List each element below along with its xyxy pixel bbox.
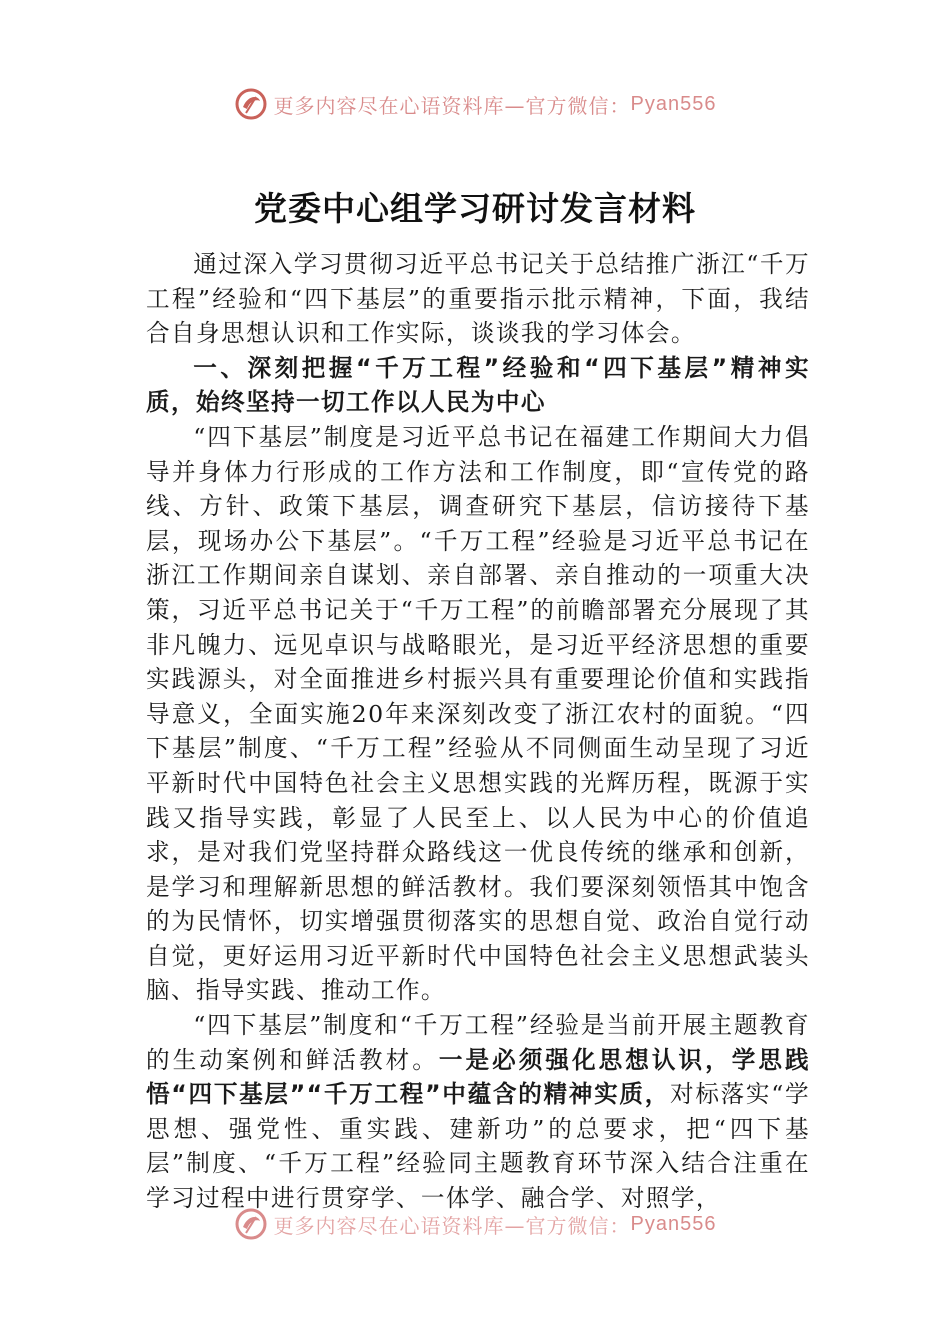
body-paragraph: “四下基层”制度是习近平总书记在福建工作期间大力倡导并身体力行形成的工作方法和工作制度，即“宣传党的路线、方针、政策下基层，调查研究下基层，信访接待下基层，现场办公下基层”。“千万工程”经验是习近平总书记在浙江工作期间亲自谋划、亲自部署、亲自推动的一项重大决策，习近平总书记关于“千万工程”的前瞻部署充分展现了其非凡魄力、远见卓识与战略眼光，是习近平经济思想的重要实践源头，对全面推进乡村振兴具有重要理论价值和实践指导意义，全面实施20年来深刻改变了浙江农村的面貌。“四下基层”制度、“千万工程”经验从不同侧面生动呈现了习近平新时代中国特色社会主义思想实践的光辉历程，既源于实践又指导实践，彰显了人民至上、以人民为中心的价值追求，是对我们党坚持群众路线这一优良传统的继承和创新，是学习和理解新思想的鲜活教材。我们要深刻领悟其中饱含的为民情怀，切实增强贯彻落实的思想自觉、政治自觉行动自觉，更好运用习近平新时代中国特色社会主义思想武装头脑、指导实践、推动工作。 [146, 422, 810, 1005]
logo-icon [234, 87, 268, 121]
watermark-text: 更多内容尽在心语资料库—官方微信： [273, 93, 631, 118]
watermark-wechat-id: Pyan556 [630, 1212, 717, 1235]
logo-icon [234, 1207, 268, 1241]
bold-emphasis: 一是必须强化思想认识，学思践悟“四下基层”“千万工程”中蕴含的精神实质， [146, 1045, 810, 1109]
watermark-footer [0, 1204, 950, 1244]
document-title: 党委中心组学习研讨发言材料 [254, 189, 696, 228]
intro-paragraph: 通过深入学习贯彻习近平总书记关于总结推广浙江“千万工程”经验和“四下基层”的重要指示批示精神，下面，我结合自身思想认识和工作实际，谈谈我的学习体会。 [146, 250, 810, 348]
watermark-wechat-id: Pyan556 [630, 92, 717, 115]
section-heading: 一、深刻把握“千万工程”经验和“四下基层”精神实质，始终坚持一切工作以人民为中心 [146, 353, 810, 417]
watermark-text: 更多内容尽在心语资料库—官方微信： [273, 1213, 631, 1238]
paragraph-text: “四下基层”制度和“千万工程”经验是当前开展主题教育的生动案例和鲜活教材。 [146, 1011, 810, 1074]
body-paragraph-2 [146, 1008, 810, 1216]
paragraph-text: 对标落实“学思想、强党性、重实践、建新功”的总要求，把“四下基层”制度、“千万工程”经验同主题教育环节深入结合注重在学习过程中进行贯穿学、一体学、融合学、对照学， [146, 1080, 810, 1213]
document-body [146, 247, 810, 1216]
watermark-header [0, 84, 950, 124]
